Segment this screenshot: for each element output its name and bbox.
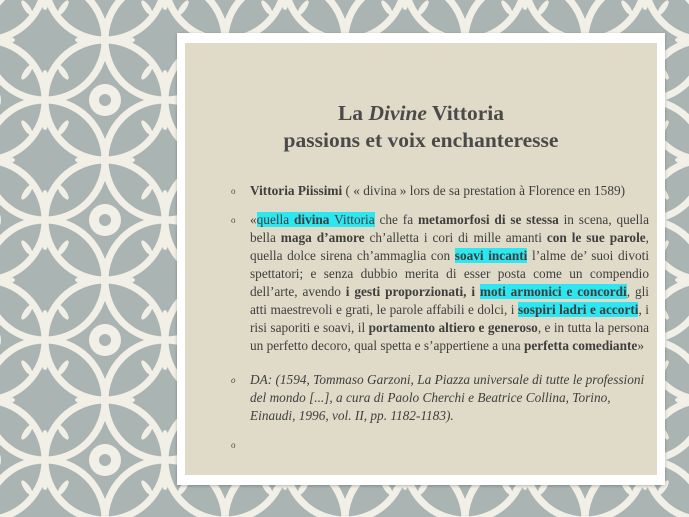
quote-text: , i risi saporiti e soavi, il <box>250 302 649 335</box>
slide-card <box>177 33 665 485</box>
highlight-moti-armonici: moti armonici e concordi <box>479 284 627 299</box>
bullet-item-empty <box>229 436 649 454</box>
quote-text: in scena, quella bella <box>250 212 649 245</box>
highlight-quella: quella <box>256 212 294 227</box>
slide-title <box>185 100 657 154</box>
quote-bold: con le sue parole <box>546 230 646 245</box>
title-emphasis: Divine <box>368 101 427 125</box>
quote-text: , e in tutta la persona un perfetto decoro, qual spetta e s’appertiene a una <box>250 320 649 353</box>
title-prefix: La <box>337 101 364 125</box>
bullet-circle-icon: o <box>231 440 236 450</box>
bullet-item-name <box>229 182 649 200</box>
highlight-soavi-incanti: soavi incanti <box>454 248 528 263</box>
bullet-item-source <box>229 371 649 425</box>
quote-text: l’alme de’ suoi divoti spettatori; e senza dubbio merita di esser posta come un compendio dell’arte, avendo <box>250 248 650 299</box>
title-suffix: Vittoria <box>431 101 505 125</box>
title-line-2: passions et voix enchanteresse <box>283 128 559 152</box>
bullet-name-detail: ( « divina » lors de sa prestation à Florence en 1589) <box>342 183 626 198</box>
bullet-circle-icon: o <box>231 375 236 385</box>
quote-close: » <box>637 338 644 353</box>
highlight-vittoria: Vittoria <box>329 212 375 227</box>
slide-panel <box>185 43 657 475</box>
quote-bold: portamento altiero e generoso <box>368 320 538 335</box>
highlight-sospiri: sospiri ladri e accorti <box>517 302 639 317</box>
quote-bold: i gesti proporzionati, i <box>345 284 480 299</box>
bullet-item-quote <box>229 211 649 355</box>
bullet-circle-icon: o <box>231 186 236 196</box>
quote-bold: perfetta comediante <box>523 338 638 353</box>
title-line-1 <box>185 100 657 127</box>
quote-text: che fa <box>374 212 418 227</box>
quote-bold: maga d’amore <box>280 230 365 245</box>
quote-bold: metamorfosi di se stessa <box>417 212 559 227</box>
bullet-name: Vittoria Piissimi <box>250 183 343 198</box>
quote-text: , quella dolce sirena ch’ammaglia con <box>250 230 649 263</box>
bullet-circle-icon: o <box>231 215 236 225</box>
quote-text: , gli atti maestrevoli e grati, le parole affabili e dolci, i <box>250 284 650 317</box>
quote-text: ch’alletta i cori di mille amanti <box>364 230 547 245</box>
quote-open: « <box>250 212 257 227</box>
bullet-list <box>229 182 649 465</box>
highlight-divina: divina <box>293 212 330 227</box>
source-citation: DA: (1594, Tommaso Garzoni, La Piazza universale di tutte le professioni del mondo [...], a cura di Paolo Cherchi e Beatrice Collina, Torino, Einaudi, 1996, vol. II, pp. 1182-1183). <box>250 372 645 423</box>
